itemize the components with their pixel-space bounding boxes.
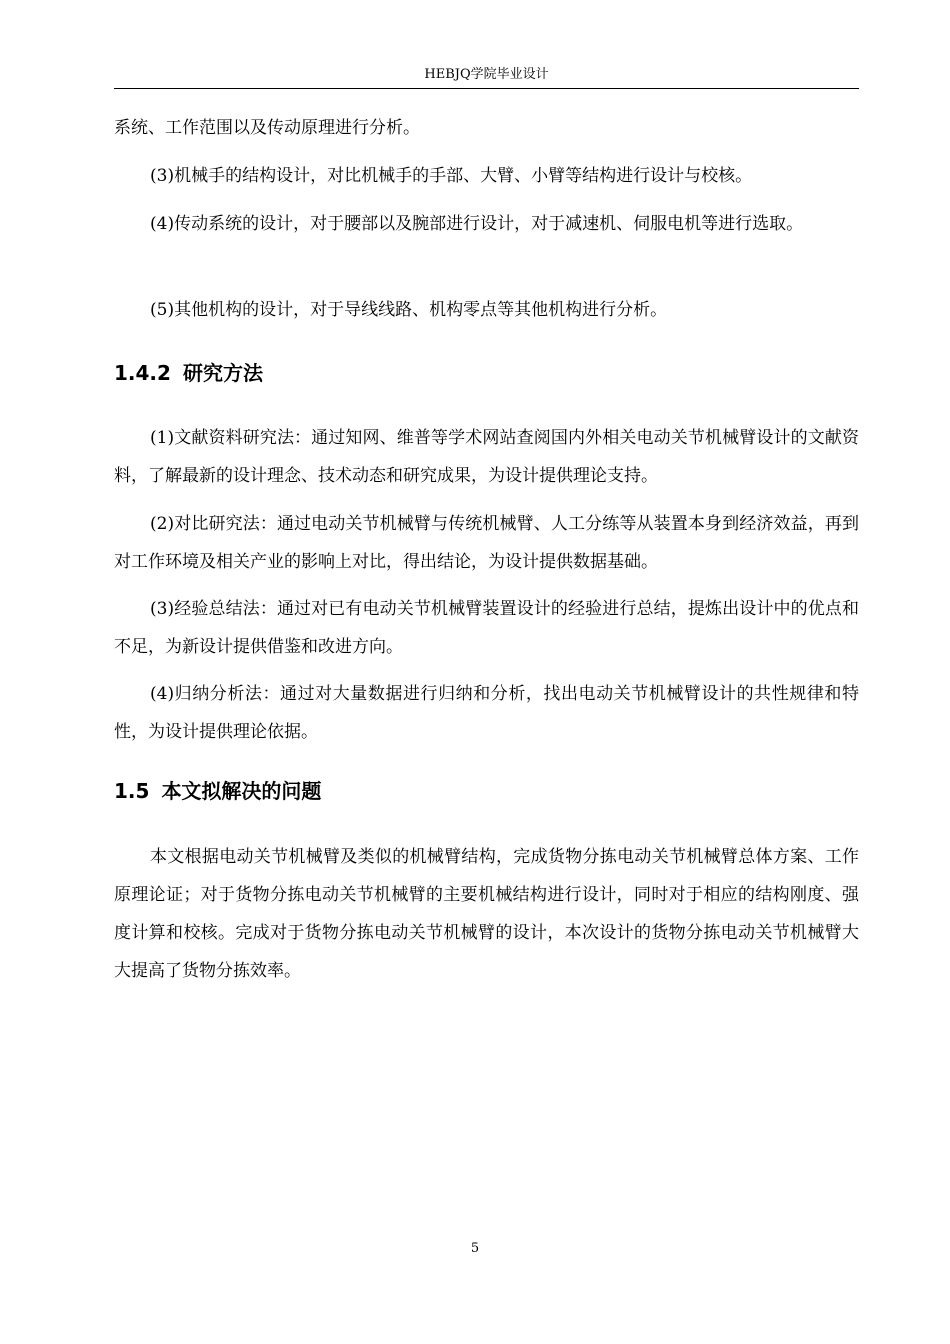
paragraph-conclusion: 本文根据电动关节机械臂及类似的机械臂结构，完成货物分拣电动关节机械臂总体方案、工作原理论证；对于货物分拣电动关节机械臂的主要机械结构进行设计，同时对于相应的结构刚度、强度计算和校核。完成对于货物分拣电动关节机械臂的设计，本次设计的货物分拣电动关节机械臂大大提高了货物分拣效率。	[114, 847, 859, 981]
section-title: 研究方法	[182, 361, 263, 385]
section-heading-1-5	[114, 778, 859, 804]
paragraph-method-3: (3)经验总结法：通过对已有电动关节机械臂装置设计的经验进行总结，提炼出设计中的优点和不足，为新设计提供借鉴和改进方向。	[114, 599, 859, 657]
page-number: 5	[470, 1241, 480, 1256]
section-heading-1-4-2	[114, 360, 859, 386]
paragraph-item-3: (3)机械手的结构设计，对比机械手的手部、大臂、小臂等结构进行设计与校核。	[150, 166, 753, 186]
paragraph-method-1: (1)文献资料研究法：通过知网、维普等学术网站查阅国内外相关电动关节机械臂设计的文献资料，了解最新的设计理念、技术动态和研究成果，为设计提供理论支持。	[114, 428, 859, 486]
paragraph-continuation: 系统、工作范围以及传动原理进行分析。	[114, 118, 420, 138]
paragraph-method-2: (2)对比研究法：通过电动关节机械臂与传统机械臂、人工分练等从装置本身到经济效益，再到对工作环境及相关产业的影响上对比，得出结论，为设计提供数据基础。	[114, 514, 859, 572]
section-number: 1.5	[114, 779, 150, 803]
section-title: 本文拟解决的问题	[161, 779, 322, 803]
paragraph-item-4: (4)传动系统的设计，对于腰部以及腕部进行设计，对于减速机、伺服电机等进行选取。	[150, 214, 804, 234]
header-title: HEBJQ学院毕业设计	[424, 67, 549, 82]
paragraph-item-5: (5)其他机构的设计，对于导线线路、机构零点等其他机构进行分析。	[150, 300, 668, 320]
page-header	[114, 66, 859, 89]
section-number: 1.4.2	[114, 361, 171, 385]
paragraph-method-4: (4)归纳分析法：通过对大量数据进行归纳和分析，找出电动关节机械臂设计的共性规律和特性，为设计提供理论依据。	[114, 684, 859, 742]
